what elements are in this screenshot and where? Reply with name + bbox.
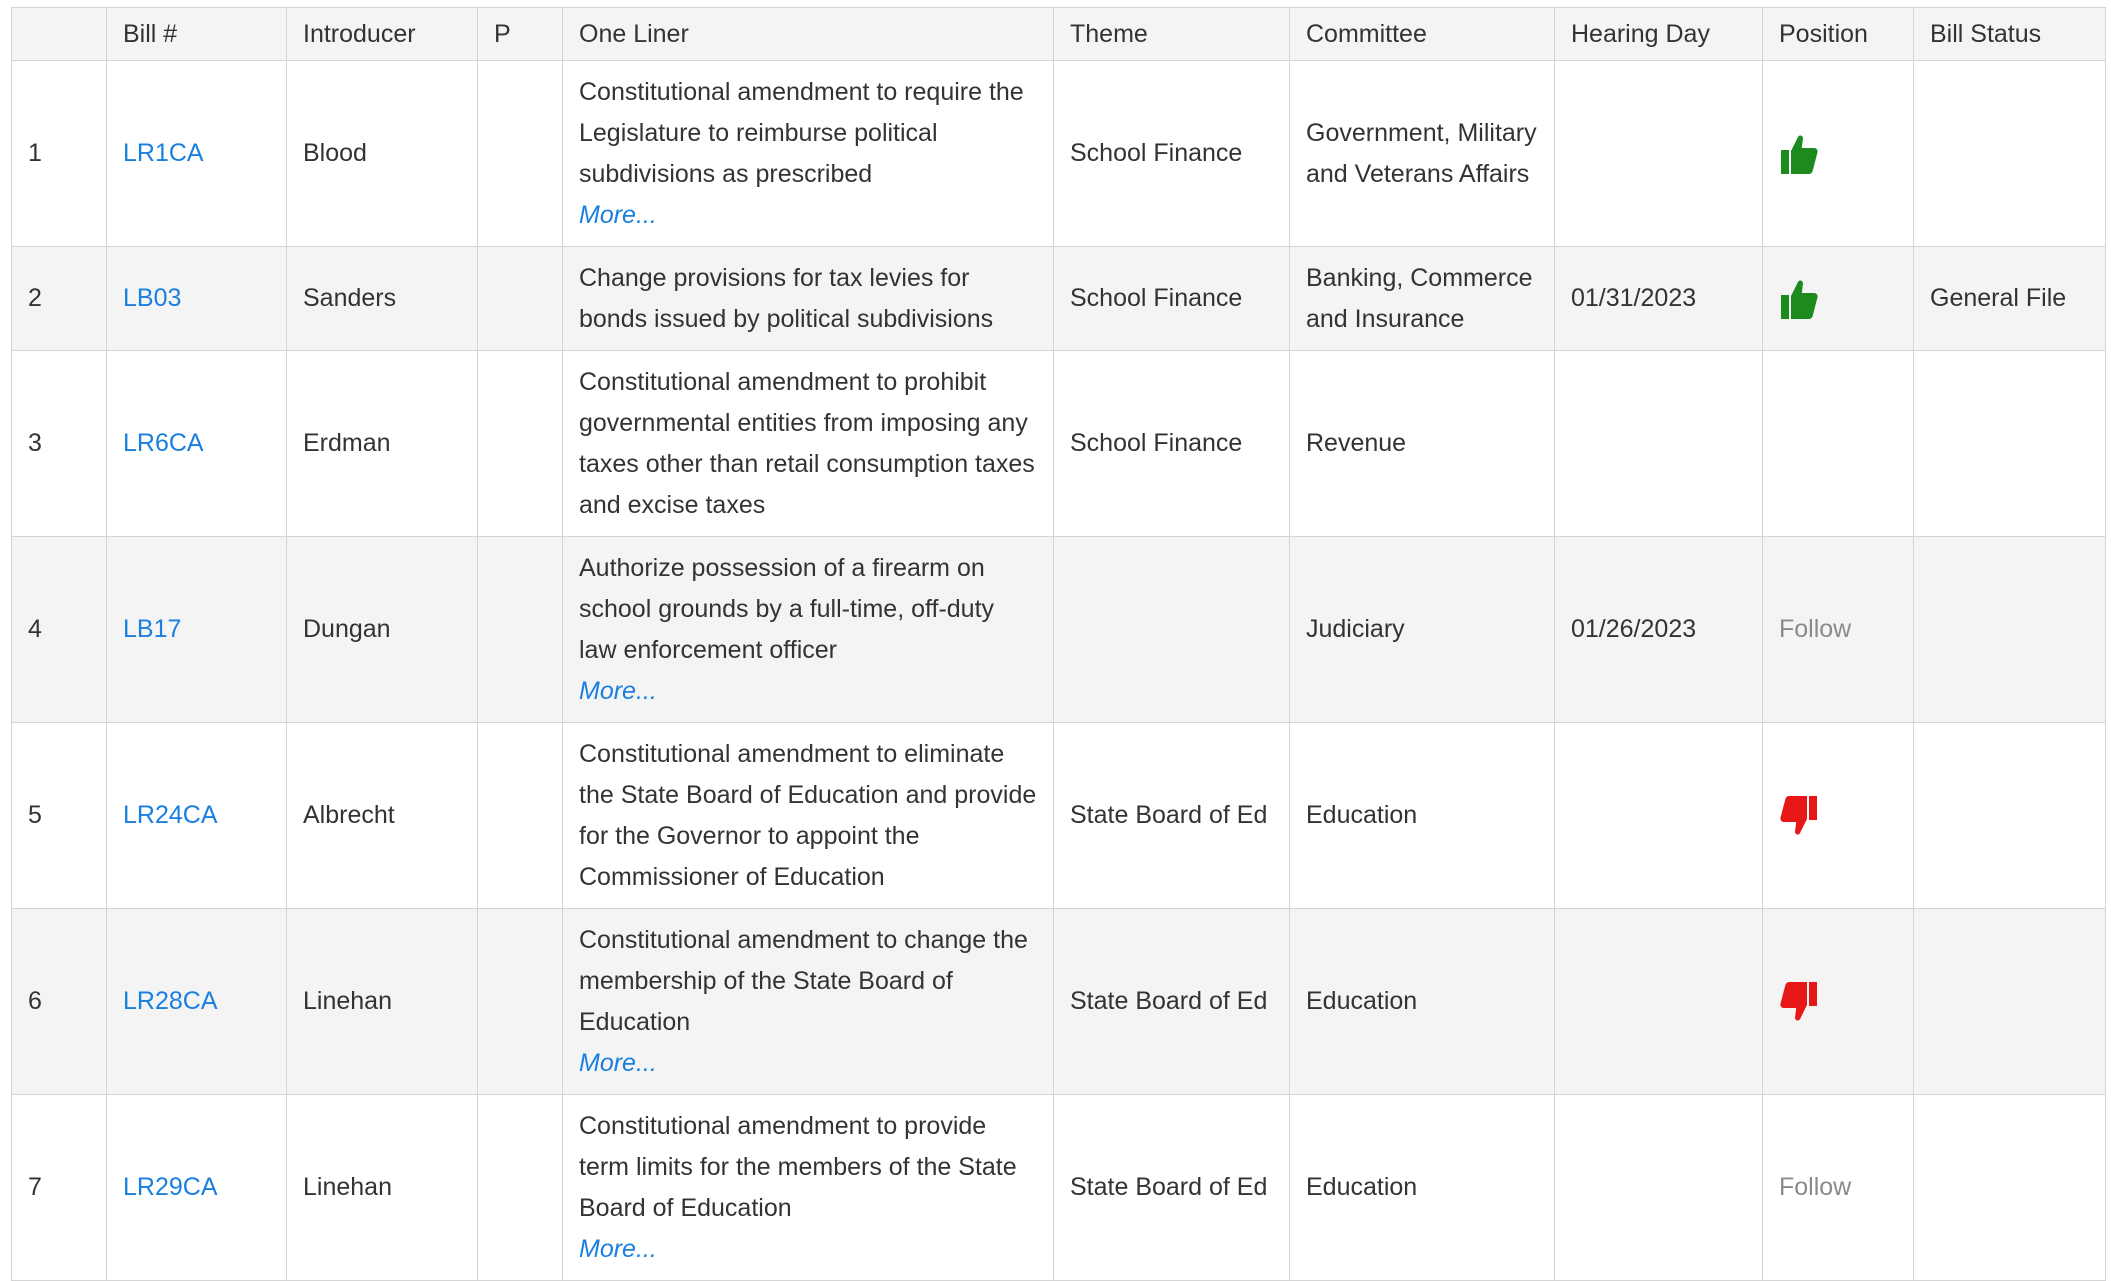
one-liner-cell: [563, 909, 1054, 1095]
p-cell: [478, 1095, 563, 1281]
hearing-day-cell: [1555, 61, 1763, 247]
committee-cell: Education: [1290, 1095, 1555, 1281]
header-row-number: [12, 8, 107, 61]
theme-cell: School Finance: [1054, 247, 1290, 351]
header-bill-status[interactable]: Bill Status: [1914, 8, 2106, 61]
one-liner-cell: [563, 537, 1054, 723]
row-number: 3: [12, 351, 107, 537]
bill-link[interactable]: LR28CA: [123, 987, 218, 1015]
more-link[interactable]: More...: [579, 676, 657, 705]
header-theme[interactable]: Theme: [1054, 8, 1290, 61]
thumbs-down-icon: [1779, 980, 1819, 1024]
table-row: [12, 351, 2106, 537]
header-row: [12, 8, 2106, 61]
bill-number-cell: [107, 247, 287, 351]
p-cell: [478, 537, 563, 723]
bill-link[interactable]: LB03: [123, 284, 182, 312]
position-cell: [1763, 61, 1914, 247]
bill-status-cell: [1914, 723, 2106, 909]
p-cell: [478, 723, 563, 909]
p-cell: [478, 247, 563, 351]
one-liner-text: Authorize possession of a firearm on school grounds by a full-time, off-duty law enforcement officer: [579, 553, 995, 664]
position-cell: [1763, 909, 1914, 1095]
more-link[interactable]: More...: [579, 200, 657, 229]
p-cell: [478, 909, 563, 1095]
committee-cell: Judiciary: [1290, 537, 1555, 723]
bill-link[interactable]: LR1CA: [123, 139, 204, 167]
header-one-liner[interactable]: One Liner: [563, 8, 1054, 61]
position-cell: [1763, 351, 1914, 537]
theme-cell: State Board of Ed: [1054, 1095, 1290, 1281]
bill-table-container: [11, 7, 2105, 1281]
theme-cell: School Finance: [1054, 61, 1290, 247]
bill-link[interactable]: LR6CA: [123, 429, 204, 457]
header-p[interactable]: P: [478, 8, 563, 61]
table-row: [12, 247, 2106, 351]
header-hearing-day[interactable]: Hearing Day: [1555, 8, 1763, 61]
bill-number-cell: [107, 1095, 287, 1281]
header-committee[interactable]: Committee: [1290, 8, 1555, 61]
more-link[interactable]: More...: [579, 1234, 657, 1263]
bill-number-cell: [107, 909, 287, 1095]
position-cell: [1763, 537, 1914, 723]
committee-cell: Education: [1290, 723, 1555, 909]
committee-cell: Banking, Commerce and Insurance: [1290, 247, 1555, 351]
thumbs-up-icon: [1779, 132, 1819, 176]
bill-number-cell: [107, 351, 287, 537]
row-number: 1: [12, 61, 107, 247]
bill-status-cell: [1914, 537, 2106, 723]
hearing-day-cell: 01/26/2023: [1555, 537, 1763, 723]
theme-cell: State Board of Ed: [1054, 723, 1290, 909]
committee-cell: Government, Military and Veterans Affairs: [1290, 61, 1555, 247]
one-liner-cell: [563, 723, 1054, 909]
one-liner-text: Constitutional amendment to change the membership of the State Board of Education: [579, 925, 1028, 1036]
header-position[interactable]: Position: [1763, 8, 1914, 61]
hearing-day-cell: [1555, 351, 1763, 537]
position-cell: [1763, 723, 1914, 909]
table-row: [12, 61, 2106, 247]
hearing-day-cell: [1555, 909, 1763, 1095]
bill-status-cell: [1914, 909, 2106, 1095]
row-number: 6: [12, 909, 107, 1095]
introducer-cell: Blood: [287, 61, 478, 247]
introducer-cell: Dungan: [287, 537, 478, 723]
introducer-cell: Linehan: [287, 1095, 478, 1281]
row-number: 4: [12, 537, 107, 723]
introducer-cell: Sanders: [287, 247, 478, 351]
one-liner-text: Constitutional amendment to prohibit governmental entities from imposing any taxes other than retail consumption taxes and excise taxes: [579, 367, 1035, 519]
position-follow-label: Follow: [1779, 1173, 1852, 1201]
theme-cell: [1054, 537, 1290, 723]
more-link[interactable]: More...: [579, 1048, 657, 1077]
bill-number-cell: [107, 61, 287, 247]
bill-status-cell: [1914, 351, 2106, 537]
bill-status-cell: General File: [1914, 247, 2106, 351]
row-number: 2: [12, 247, 107, 351]
position-cell: [1763, 247, 1914, 351]
bill-link[interactable]: LR29CA: [123, 1173, 218, 1201]
committee-cell: Education: [1290, 909, 1555, 1095]
thumbs-down-icon: [1779, 794, 1819, 838]
bill-link[interactable]: LB17: [123, 615, 182, 643]
row-number: 7: [12, 1095, 107, 1281]
table-row: [12, 723, 2106, 909]
hearing-day-cell: [1555, 1095, 1763, 1281]
row-number: 5: [12, 723, 107, 909]
introducer-cell: Erdman: [287, 351, 478, 537]
table-row: [12, 537, 2106, 723]
one-liner-text: Constitutional amendment to eliminate the State Board of Education and provide for the Governor to appoint the Commissioner of Education: [579, 739, 1037, 891]
one-liner-text: Change provisions for tax levies for bonds issued by political subdivisions: [579, 263, 994, 333]
introducer-cell: Albrecht: [287, 723, 478, 909]
table-row: [12, 909, 2106, 1095]
bill-number-cell: [107, 537, 287, 723]
bill-number-cell: [107, 723, 287, 909]
header-introducer[interactable]: Introducer: [287, 8, 478, 61]
p-cell: [478, 61, 563, 247]
theme-cell: School Finance: [1054, 351, 1290, 537]
one-liner-text: Constitutional amendment to provide term limits for the members of the State Board of Education: [579, 1111, 1017, 1222]
bill-table: [11, 7, 2106, 1281]
position-cell: [1763, 1095, 1914, 1281]
hearing-day-cell: [1555, 723, 1763, 909]
theme-cell: State Board of Ed: [1054, 909, 1290, 1095]
one-liner-cell: [563, 1095, 1054, 1281]
table-row: [12, 1095, 2106, 1281]
position-follow-label: Follow: [1779, 615, 1852, 643]
bill-link[interactable]: LR24CA: [123, 801, 218, 829]
header-bill-number[interactable]: Bill #: [107, 8, 287, 61]
hearing-day-cell: 01/31/2023: [1555, 247, 1763, 351]
introducer-cell: Linehan: [287, 909, 478, 1095]
committee-cell: Revenue: [1290, 351, 1555, 537]
bill-status-cell: [1914, 1095, 2106, 1281]
thumbs-up-icon: [1779, 277, 1819, 321]
bill-status-cell: [1914, 61, 2106, 247]
one-liner-text: Constitutional amendment to require the Legislature to reimburse political subdivisions as prescribed: [579, 77, 1024, 188]
one-liner-cell: [563, 61, 1054, 247]
one-liner-cell: [563, 351, 1054, 537]
p-cell: [478, 351, 563, 537]
one-liner-cell: [563, 247, 1054, 351]
